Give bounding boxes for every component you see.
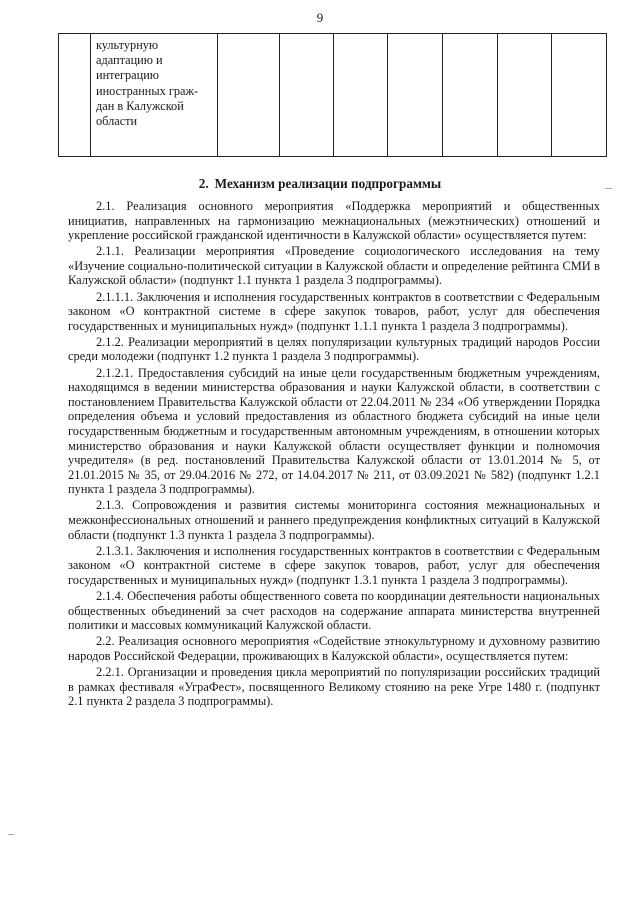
table-cell-empty <box>334 34 388 157</box>
table-cell-empty <box>498 34 552 157</box>
paragraph: 2.1.4. Обеспечения работы общественного совета по координации деятельности национальных общественных объединений за счет расходов на содержание аппарата министерства внутренней политики и массовых коммуникаций Калужской области. <box>68 588 600 633</box>
scan-mark <box>605 188 612 189</box>
paragraph: 2.2.1. Организации и проведения цикла мероприятий по популяризации российских традиций в рамках фестиваля «УграФест», посвященного Великому стоянию на реке Угре 1480 г. (подпункт 2.1 пункта 2 раздела 3 подпрограммы). <box>68 664 600 709</box>
table-cell-line: адаптацию и <box>96 53 163 68</box>
body-text <box>68 199 600 710</box>
paragraph: 2.2. Реализация основного мероприятия «Содействие этнокультурному и духовному развитию народов Российской Федерации, проживающих в Калужской области», осуществляется путем: <box>68 634 600 663</box>
table-cell-empty <box>552 34 607 157</box>
table-cell-line: интеграцию <box>96 68 159 83</box>
table-cell-number <box>59 34 91 157</box>
paragraph: 2.1.1. Реализации мероприятия «Проведение социологического исследования на тему «Изучение социально-политической ситуации в Калужской области и определение рейтинга СМИ в Калужской области» (подпункт 1.1 пункта 1 раздела 3 подпрограммы). <box>68 244 600 288</box>
table-cell-line: иностранных граж- <box>96 83 199 98</box>
section-heading <box>0 176 640 192</box>
section-number: 2. <box>198 176 209 191</box>
section-title: Механизм реализации подпрограммы <box>214 176 442 191</box>
table-cell-empty <box>280 34 334 157</box>
paragraph: 2.1.3.1. Заключения и исполнения государственных контрактов в соответствии с Федеральным законом «О контрактной системе в сфере закупок товаров, работ, услуг для обеспечения государственных и муниципальных нужд» (подпункт 1.3.1 пункта 1 раздела 3 подпрограммы). <box>68 543 600 587</box>
paragraph: 2.1.3. Сопровождения и развития системы мониторинга состояния межнациональных и межконфессиональных отношений и раннего предупреждения конфликтных ситуаций в Калужской области (подпункт 1.3 пункта 1 раздела 3 подпрограммы). <box>68 498 600 542</box>
paragraph: 2.1. Реализация основного мероприятия «Поддержка мероприятий и общественных инициатив, направленных на гармонизацию межнациональных (межэтнических) отношений и укрепление российской гражданской идентичности в Калужской области» осуществляется путем: <box>68 199 600 243</box>
continued-table <box>58 33 607 157</box>
table-cell-empty <box>388 34 443 157</box>
scan-mark <box>8 834 14 835</box>
table-cell-name <box>91 34 218 157</box>
table-cell-text <box>91 34 217 129</box>
table-cell-line: культурную <box>96 38 159 52</box>
paragraph: 2.1.2.1. Предоставления субсидий на иные цели государственным бюджетным учреждениям, находящимся в ведении министерства образования и науки Калужской области, в соответствии с постановлением Правительства Калужской области от 22.04.2011 № 234 «Об утверждении Порядка определения объема и условий предоставления из областного бюджета субсидий на иные цели государственным бюджетным и государственным автономным учреждениям, в отношении которых министерство образования и науки Калужской области осуществляет функции и полномочия учредителя» (в ред. постановлений Правительства Калужской области от 13.01.2014 № 5, от 21.01.2015 № 35, от 29.04.2016 № 272, от 14.04.2017 № 211, от 03.09.2021 № 582) (подпункт 1.2.1 пункта 1 раздела 3 подпрограммы). <box>68 365 600 497</box>
table-cell-line: дан в Калужской <box>96 98 184 113</box>
table-cell-line: области <box>96 114 138 129</box>
paragraph: 2.1.2. Реализации мероприятий в целях популяризации культурных традиций народов России среди молодежи (подпункт 1.2 пункта 1 раздела 3 подпрограммы). <box>68 334 600 364</box>
paragraph: 2.1.1.1. Заключения и исполнения государственных контрактов в соответствии с Федеральным законом «О контрактной системе в сфере закупок товаров, работ, услуг для обеспечения государственных и муниципальных нужд» (подпункт 1.1.1 пункта 1 раздела 3 подпрограммы). <box>68 289 600 333</box>
table-row <box>59 34 607 157</box>
table-cell-empty <box>443 34 498 157</box>
page-number: 9 <box>316 10 324 25</box>
table-cell-empty <box>218 34 280 157</box>
